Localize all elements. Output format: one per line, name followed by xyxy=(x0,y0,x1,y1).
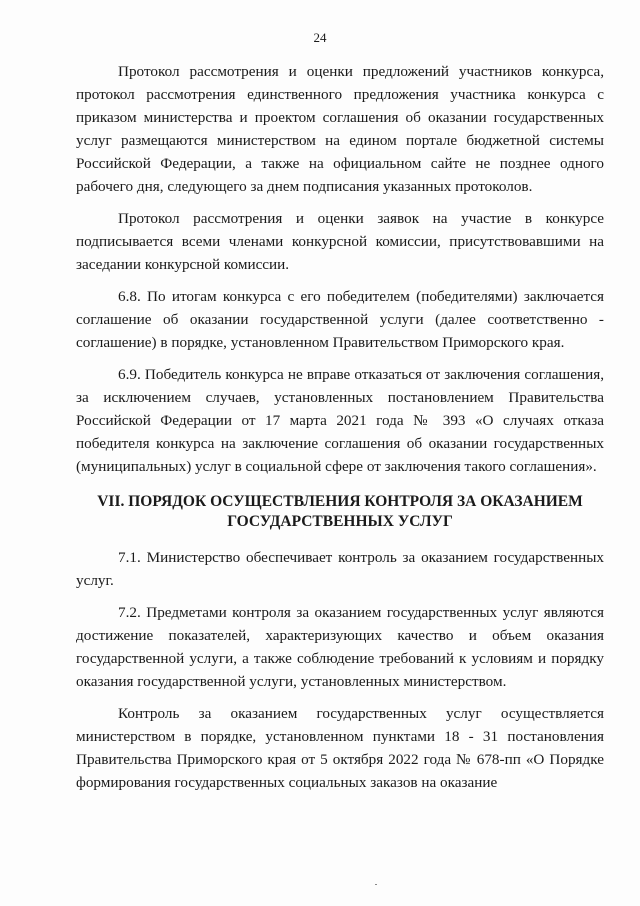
paragraph-6-8: 6.8. По итогам конкурса с его победителем (победителями) заключается соглашение об оказании государственной услуги (далее соответственно - соглашение) в порядке, установленном Правительством Приморского края. xyxy=(76,288,604,351)
paragraph-6-9: 6.9. Победитель конкурса не вправе отказаться от заключения соглашения, за исключением случаев, установленных постановлением Правительства Российской Федерации от 17 марта 2021 года № 393 «О случаях отказа победителя конкурса на заключение соглашения об оказании государственных (муниципальных) услуг в социальной сфере от заключения такого соглашения». xyxy=(76,366,604,475)
paragraph-control: Контроль за оказанием государственных услуг осуществляется министерством в порядке, установленном пунктами 18 - 31 постановления Правительства Приморского края от 5 октября 2022 года № 678-пп «О Порядке формирования государственных социальных заказов на оказание xyxy=(76,705,604,791)
section-heading-line-2: ГОСУДАРСТВЕННЫХ УСЛУГ xyxy=(227,513,453,530)
section-heading-line-1: VII. ПОРЯДОК ОСУЩЕСТВЛЕНИЯ КОНТРОЛЯ ЗА ОКАЗАНИЕМ xyxy=(97,493,583,510)
document-body xyxy=(76,60,604,803)
paragraph-7-1: 7.1. Министерство обеспечивает контроль за оказанием государственных услуг. xyxy=(76,549,604,589)
scan-speck xyxy=(375,884,377,885)
page-number: 24 xyxy=(313,30,327,45)
section-heading xyxy=(76,492,604,532)
paragraph-protocol-signing: Протокол рассмотрения и оценки заявок на участие в конкурсе подписывается всеми членами конкурсной комиссии, присутствовавшими на заседании конкурсной комиссии. xyxy=(76,210,604,273)
paragraph-7-2: 7.2. Предметами контроля за оказанием государственных услуг являются достижение показателей, характеризующих качество и объем оказания государственной услуги, а также соблюдение требований к условиям и порядку оказания государственной услуги, установленных министерством. xyxy=(76,604,604,690)
paragraph-protocol-publication: Протокол рассмотрения и оценки предложений участников конкурса, протокол рассмотрения единственного предложения участника конкурса с приказом министерства и проектом соглашения об оказании государственных услуг размещаются министерством на едином портале бюджетной системы Российской Федерации, а также на официальном сайте не позднее одного рабочего дня, следующего за днем подписания указанных протоколов. xyxy=(76,63,604,195)
